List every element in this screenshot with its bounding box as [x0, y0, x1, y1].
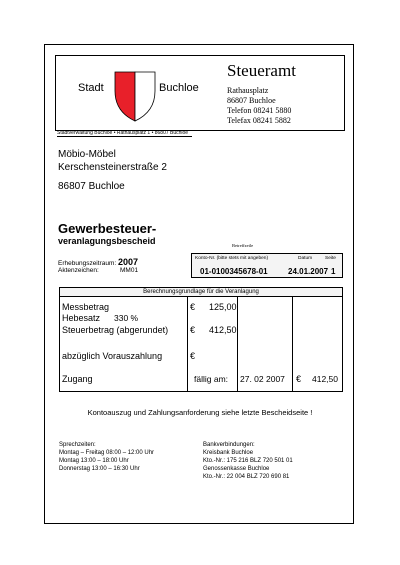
- konto-value: 01-0100345678-01: [200, 267, 268, 276]
- recipient-name: Möbio-Möbel: [58, 149, 116, 160]
- datum-header: Datum: [298, 256, 313, 261]
- bank-title: Bankverbindungen:: [203, 442, 255, 448]
- betreff-label: Betreffzeile: [232, 243, 254, 248]
- table-divider: [187, 297, 188, 391]
- account-box: [191, 253, 343, 278]
- statement-note: Kontoauszug und Zahlungsanforderung siehe letzte Bescheidseite !: [87, 408, 313, 417]
- faellig-label: fällig am:: [194, 374, 229, 384]
- letterhead: [55, 55, 345, 131]
- euro-sign: €: [190, 302, 196, 312]
- address-line: 86807 Buchloe: [227, 96, 276, 105]
- vorauszahlung-label: abzüglich Vorauszahlung: [62, 351, 163, 361]
- messbetrag-label: Messbetrag: [62, 302, 110, 312]
- office-hours: [59, 441, 154, 473]
- hebesatz-label: Hebesatz: [62, 313, 101, 323]
- sender-underline: [57, 136, 192, 137]
- seite-header: Seite: [325, 256, 336, 261]
- coat-of-arms-icon: [112, 69, 158, 123]
- datum-value: 24.01.2007: [288, 267, 329, 276]
- bank-line: Kreisbank Buchloe: [203, 450, 254, 456]
- steuerbetrag-label: Steuerbetrag (abgerundet): [62, 325, 169, 335]
- office-address: [227, 86, 291, 126]
- address-line: Rathausplatz: [227, 86, 269, 95]
- bank-line: Genossenkasse Buchloe: [203, 466, 270, 472]
- bank-details: [203, 441, 293, 481]
- office-hours-line: Montag – Freitag 08:00 – 12:00 Uhr: [59, 450, 155, 456]
- calculation-table: [59, 297, 343, 392]
- erhebung-label: Erhebungszeitraum:: [58, 260, 117, 267]
- document-subtitle: veranlagungsbescheid: [58, 236, 156, 246]
- euro-sign: €: [296, 374, 302, 384]
- address-line: Telefax 08241 5882: [227, 116, 291, 125]
- euro-sign: €: [190, 325, 196, 335]
- document-title: Gewerbesteuer-: [58, 221, 157, 236]
- zugang-value: 412,50: [312, 374, 338, 384]
- recipient-street: Kerschensteinerstraße 2: [58, 162, 167, 173]
- sender-line: Stadtverwaltung Buchloe • Rathausplatz 1 • 86807 Buchloe: [57, 130, 189, 136]
- letterhead-stadt: Stadt: [78, 82, 104, 94]
- euro-sign: €: [190, 351, 196, 361]
- table-divider: [292, 297, 293, 391]
- office-hours-line: Donnerstag 13:00 – 16:30 Uhr: [59, 466, 140, 472]
- recipient-address: [58, 148, 167, 174]
- recipient-city: 86807 Buchloe: [58, 181, 125, 192]
- konto-header: Konto-Nr. (bitte stets mit angeben): [195, 256, 269, 261]
- akten-value: MM01: [120, 267, 139, 274]
- messbetrag-value: 125,00: [209, 302, 237, 312]
- office-title: Steueramt: [227, 61, 296, 80]
- bank-line: Kto.-Nr.: 22 004 BLZ 720 690 81: [203, 474, 290, 480]
- erhebung-value: 2007: [117, 257, 139, 267]
- erhebung: [58, 257, 138, 267]
- steuerbetrag-value: 412,50: [209, 325, 237, 335]
- seite-value: 1: [331, 267, 336, 276]
- letterhead-buchloe: Buchloe: [159, 82, 199, 94]
- faellig-date: 27. 02 2007: [240, 374, 285, 384]
- office-hours-title: Sprechzeiten:: [59, 442, 96, 448]
- hebesatz-value: 330 %: [114, 313, 139, 323]
- akten-label: Aktenzeichen:: [58, 267, 99, 274]
- bank-line: Kto.-Nr.: 175 216 BLZ 720 501 01: [203, 458, 293, 464]
- table-divider: [237, 297, 238, 391]
- calculation-header: Berechnungsgrundlage für die Veranlagung: [59, 287, 343, 297]
- zugang-label: Zugang: [62, 374, 93, 384]
- address-line: Telefon 08241 5880: [227, 106, 292, 115]
- tax-notice-page: [44, 44, 354, 524]
- office-hours-line: Montag 13:00 – 18:00 Uhr: [59, 458, 129, 464]
